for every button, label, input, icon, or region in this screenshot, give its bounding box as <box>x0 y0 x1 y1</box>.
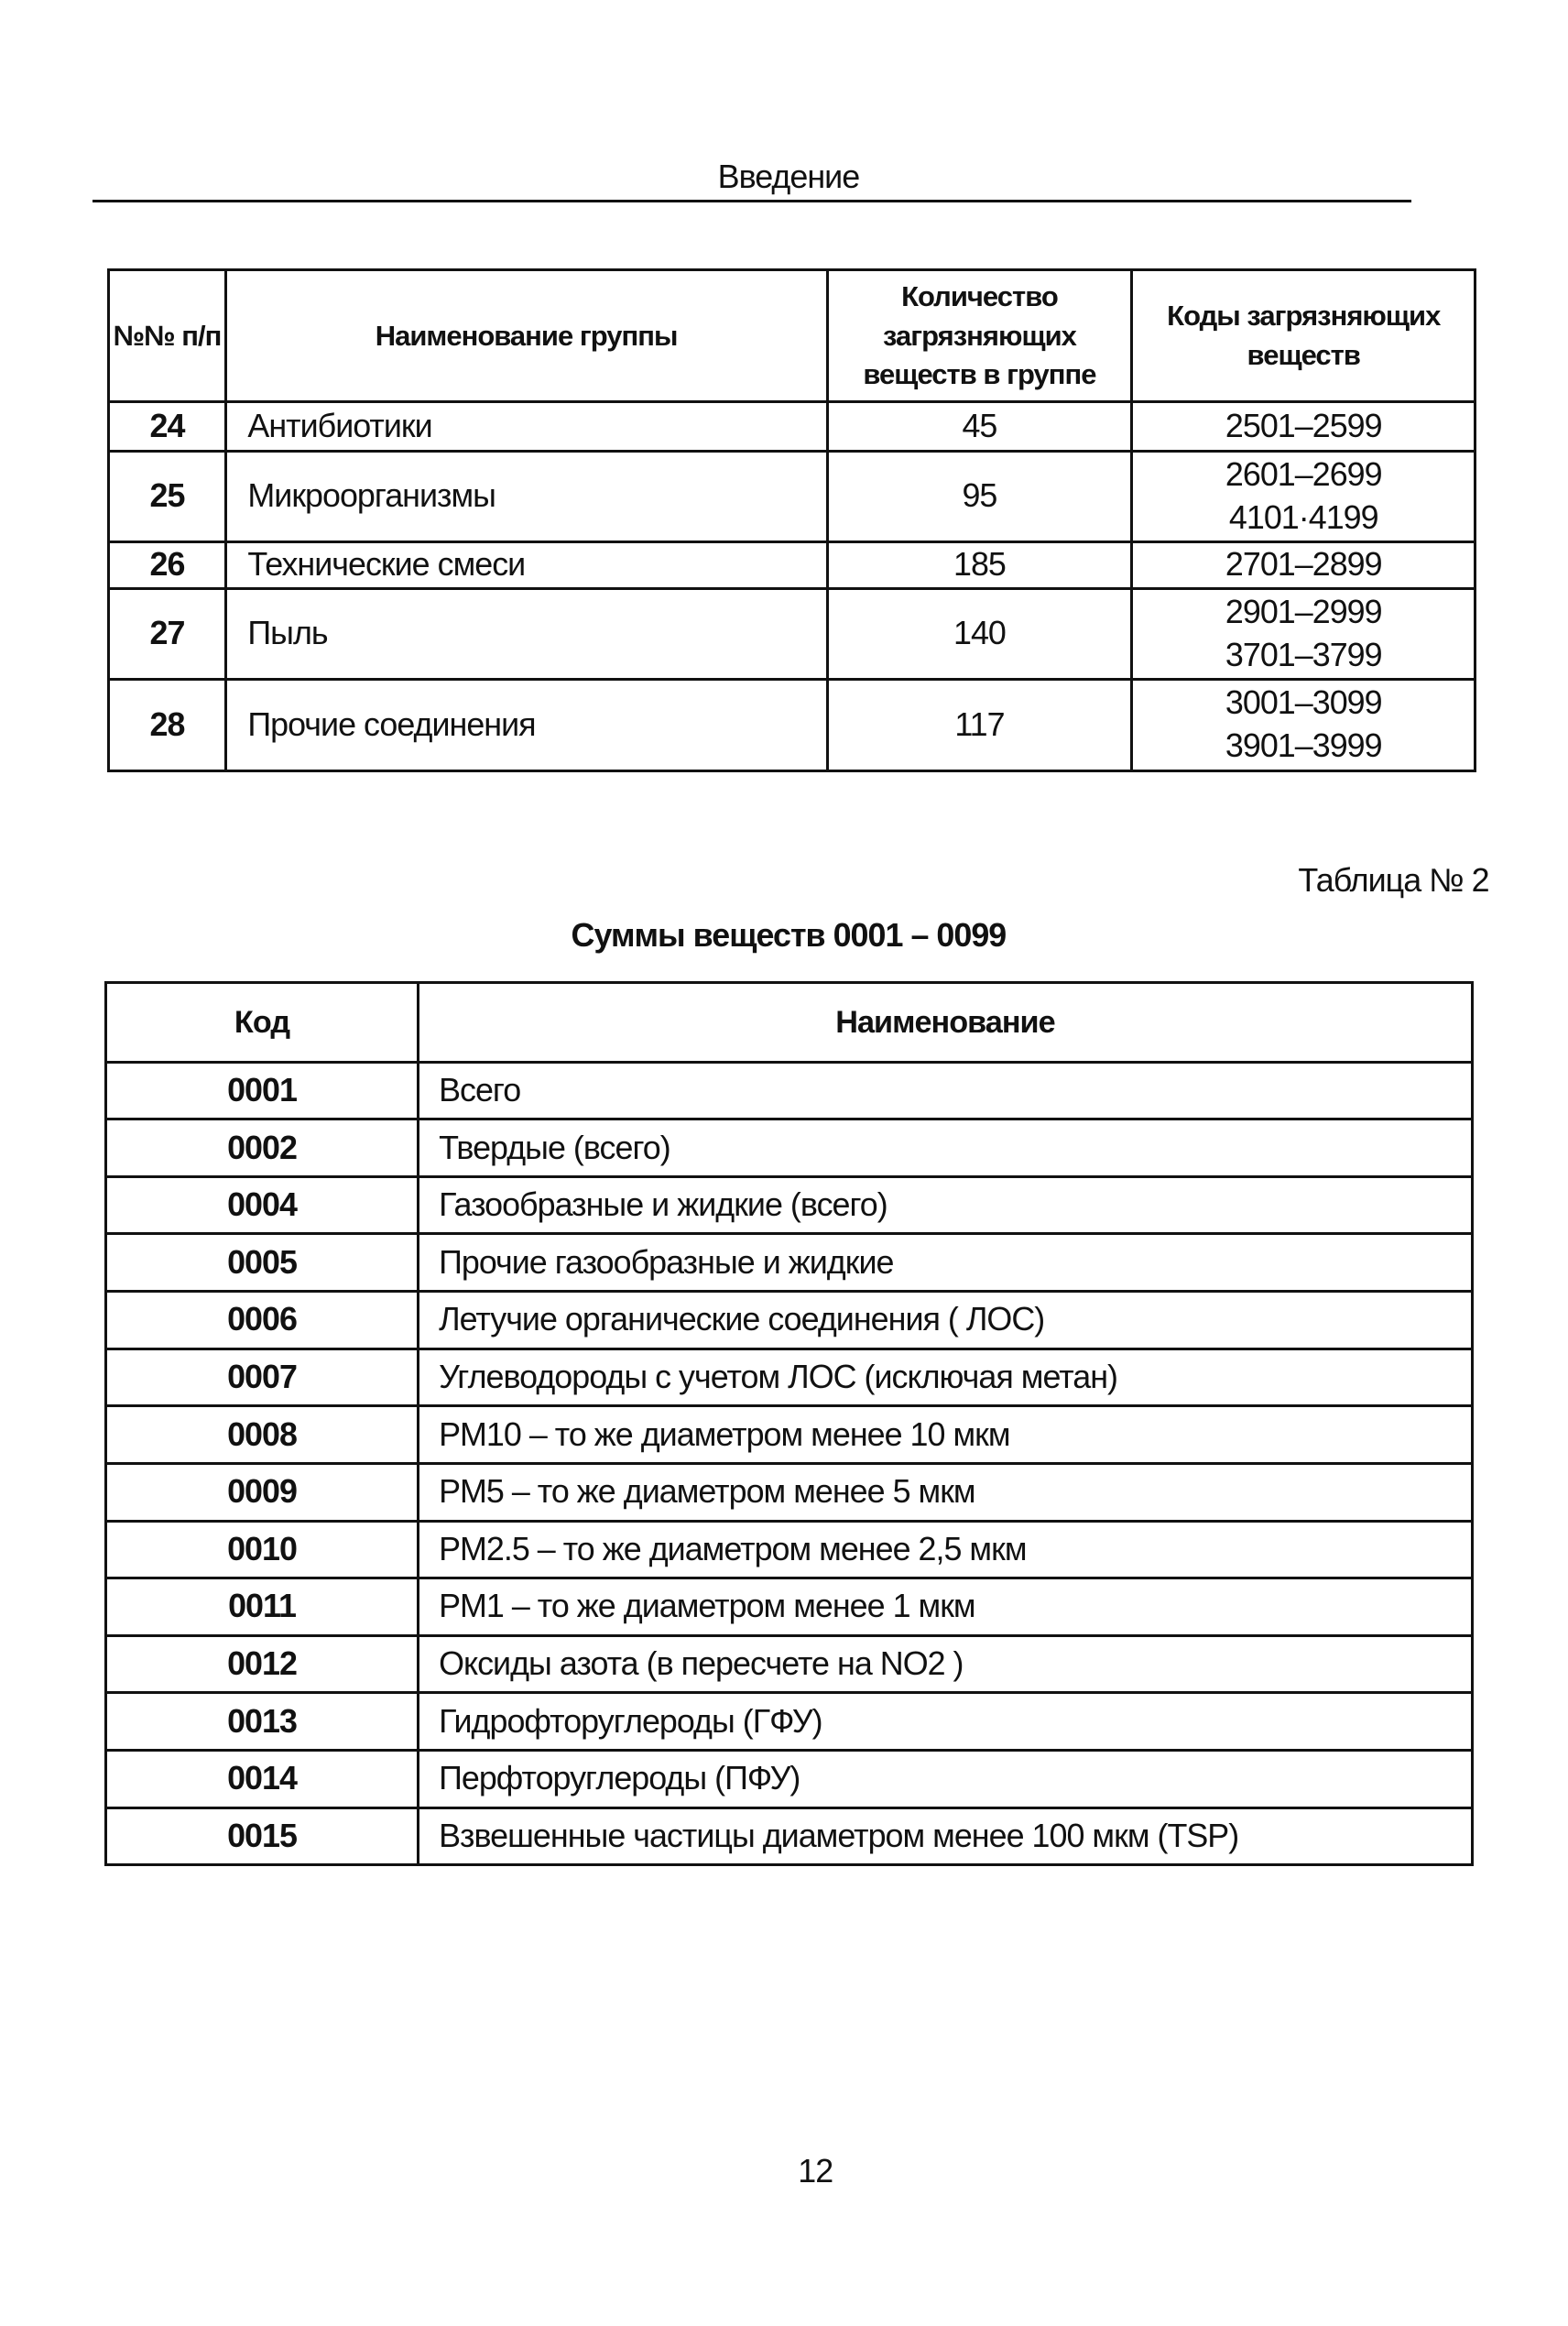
substance-code: 0012 <box>106 1635 419 1693</box>
codes-cell <box>1132 588 1475 679</box>
table-row <box>106 1234 1473 1292</box>
substance-name: PM1 – то же диаметром менее 1 мкм <box>418 1578 1472 1636</box>
substance-code: 0001 <box>106 1062 419 1119</box>
col-header-code: Код <box>106 983 419 1062</box>
substance-name: Газообразные и жидкие (всего) <box>418 1176 1472 1234</box>
substance-name: Оксиды азота (в пересчете на NO2 ) <box>418 1635 1472 1693</box>
header-rule <box>93 200 1411 202</box>
col-header-group-name: Наименование группы <box>225 270 827 401</box>
table-row <box>106 1693 1473 1751</box>
table-row <box>106 1119 1473 1177</box>
codes-cell <box>1132 401 1475 451</box>
substance-code: 0010 <box>106 1521 419 1578</box>
substance-name: Гидрофторуглероды (ГФУ) <box>418 1693 1472 1751</box>
code-range: 3701–3799 <box>1225 636 1382 673</box>
code-range: 3901–3999 <box>1225 727 1382 765</box>
table-header-row <box>109 270 1475 401</box>
col-header-count: Количество загрязняющих веществ в группе <box>827 270 1132 401</box>
codes-cell <box>1132 451 1475 541</box>
substance-code: 0009 <box>106 1463 419 1521</box>
substance-name: PM2.5 – то же диаметром менее 2,5 мкм <box>418 1521 1472 1578</box>
code-range: 4101·4199 <box>1228 498 1378 536</box>
pollutant-groups-table <box>107 268 1476 771</box>
substance-count: 117 <box>827 680 1132 770</box>
substance-count: 140 <box>827 588 1132 679</box>
table-title: Суммы веществ 0001 – 0099 <box>571 917 1007 955</box>
group-name: Прочие соединения <box>225 680 827 770</box>
group-name: Технические смеси <box>225 542 827 589</box>
substance-name: Взвешенные частицы диаметром менее 100 мкм (TSP) <box>418 1807 1472 1865</box>
table-row <box>106 1062 1473 1119</box>
substance-code: 0014 <box>106 1750 419 1807</box>
table-row <box>106 1463 1473 1521</box>
group-name: Микроорганизмы <box>225 451 827 541</box>
substance-name: Прочие газообразные и жидкие <box>418 1234 1472 1292</box>
table-row <box>106 1635 1473 1693</box>
col-header-name: Наименование <box>418 983 1472 1062</box>
table-row <box>109 401 1475 451</box>
row-number: 27 <box>109 588 225 679</box>
substance-code: 0013 <box>106 1693 419 1751</box>
substance-name: Летучие органические соединения ( ЛОС) <box>418 1292 1472 1349</box>
codes-cell <box>1132 680 1475 770</box>
substance-count: 185 <box>827 542 1132 589</box>
table-row <box>106 1292 1473 1349</box>
row-number: 25 <box>109 451 225 541</box>
col-header-codes: Коды загрязняющих веществ <box>1132 270 1475 401</box>
table-row <box>106 1176 1473 1234</box>
substance-name: PM10 – то же диаметром менее 10 мкм <box>418 1406 1472 1464</box>
substance-count: 95 <box>827 451 1132 541</box>
substance-count: 45 <box>827 401 1132 451</box>
table-row <box>106 1578 1473 1636</box>
substance-code: 0015 <box>106 1807 419 1865</box>
code-range: 2901–2999 <box>1225 593 1382 630</box>
substance-name: Всего <box>418 1062 1472 1119</box>
row-number: 28 <box>109 680 225 770</box>
table-row <box>106 1349 1473 1406</box>
table-caption: Таблица № 2 <box>1298 861 1489 899</box>
substance-code: 0004 <box>106 1176 419 1234</box>
substance-code: 0005 <box>106 1234 419 1292</box>
table-row <box>109 542 1475 589</box>
table-row <box>106 1521 1473 1578</box>
substance-name: Перфторуглероды (ПФУ) <box>418 1750 1472 1807</box>
substance-name: PM5 – то же диаметром менее 5 мкм <box>418 1463 1472 1521</box>
substance-code: 0007 <box>106 1349 419 1406</box>
code-range: 2701–2899 <box>1225 546 1382 584</box>
substance-name: Твердые (всего) <box>418 1119 1472 1177</box>
page-number: 12 <box>798 2152 833 2189</box>
substance-name: Углеводороды с учетом ЛОС (исключая метан) <box>418 1349 1472 1406</box>
code-range: 2501–2599 <box>1225 407 1382 444</box>
table-row <box>106 1750 1473 1807</box>
running-header: Введение <box>717 158 860 195</box>
substance-sums-table <box>104 981 1474 1866</box>
table-header-row <box>106 983 1473 1062</box>
code-range: 3001–3099 <box>1225 684 1382 722</box>
code-range: 2601–2699 <box>1225 455 1382 493</box>
row-number: 26 <box>109 542 225 589</box>
group-name: Антибиотики <box>225 401 827 451</box>
substance-code: 0008 <box>106 1406 419 1464</box>
codes-cell <box>1132 542 1475 589</box>
table-row <box>109 588 1475 679</box>
table-row <box>109 680 1475 770</box>
group-name: Пыль <box>225 588 827 679</box>
col-header-number: №№ п/п <box>109 270 225 401</box>
row-number: 24 <box>109 401 225 451</box>
table-row <box>106 1406 1473 1464</box>
substance-code: 0006 <box>106 1292 419 1349</box>
substance-code: 0002 <box>106 1119 419 1177</box>
table-row <box>106 1807 1473 1865</box>
table-row <box>109 451 1475 541</box>
substance-code: 0011 <box>106 1578 419 1636</box>
